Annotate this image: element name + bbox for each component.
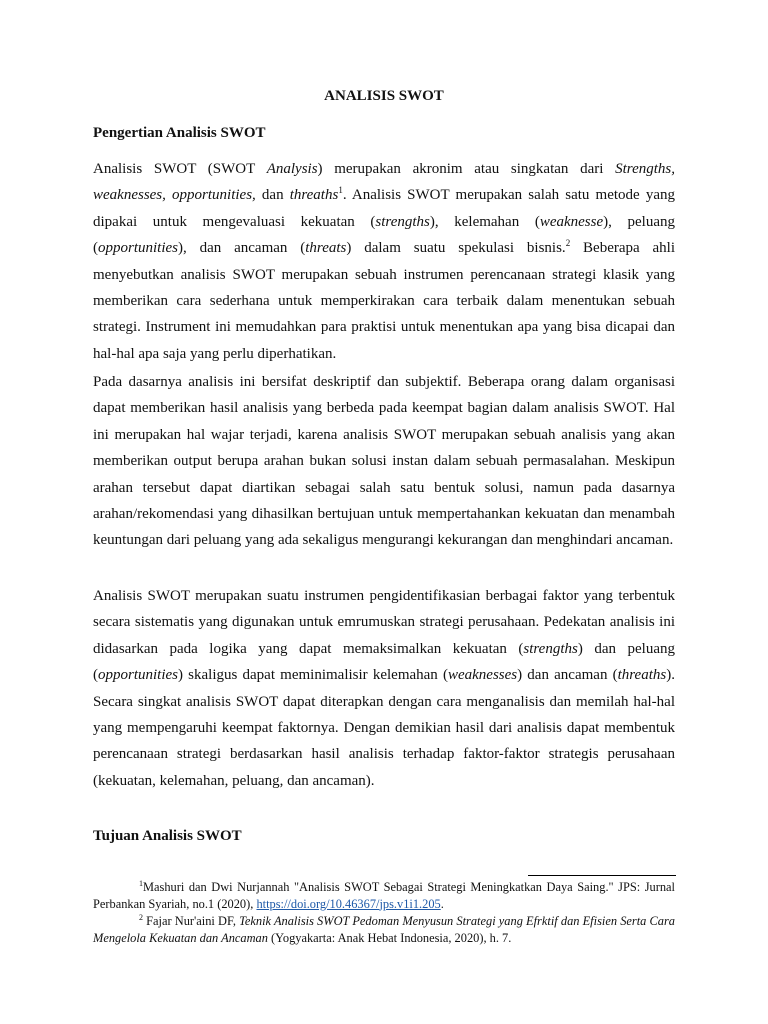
paragraph-3 [93, 583, 675, 794]
footnote-separator [528, 875, 676, 876]
italic-run: Strengths, weaknesses, opportunities, [93, 161, 675, 204]
text-run: (Yogyakarta: Anak Hebat Indonesia, 2020), h. 7. [267, 930, 512, 945]
document-title: ANALISIS SWOT [324, 88, 444, 104]
doi-link[interactable]: https://doi.org/10.46367/jps.v1i1.205 [256, 896, 441, 911]
italic-run: opportunities [98, 667, 179, 684]
text-run: ), kelemahan ( [429, 213, 540, 230]
text-run: ) dan peluang ( [93, 640, 675, 684]
text-run: ) merupakan akronim atau singkatan dari [317, 161, 616, 177]
italic-run: threaths [617, 667, 667, 684]
italic-run: strengths [523, 640, 578, 657]
text-run: ). Secara singkat analisis SWOT dapat diterapkan dengan cara menganalisis dan memilah hal-hal yang mempengaruhi keempat faktornya. Dengan demikian hasil dari analisis dapat membentuk perencanaan strategi berdasarkan hasil analisis terhadap faktor-faktor strategis perusahaan (kekuatan, kelemahan, peluang, dan ancaman). [93, 667, 675, 789]
text-run: ) dalam suatu spekulasi bisnis. [346, 240, 566, 257]
italic-run: threats [305, 240, 347, 257]
italic-run: threaths [289, 187, 339, 204]
text-run: ) skaligus dapat meminimalisir kelemahan ( [178, 667, 448, 684]
italic-run: strengths [375, 213, 430, 230]
footnote-ref: 2 [565, 238, 571, 249]
text-run: Beberapa ahli menyebutkan analisis SWOT merupakan sebuah instrumen perencanaan strategi klasik yang memberikan cara sederhana untuk memperkirakan cara terbaik dalam menentukan sebuah strategi. Instrument ini memudahkan para praktisi untuk menentukan apa yang bisa dicapai dan hal-hal apa saja yang perlu diperhatikan. [93, 240, 676, 362]
text-run: ), dan ancaman ( [178, 240, 306, 257]
italic-run: weaknesse [539, 213, 604, 230]
footnote-ref: 2 [139, 912, 143, 922]
italic-run: Teknik Analisis SWOT Pedoman Menyusun Strategi yang Efrktif dan Efisien Serta Cara Mengelola Kekuatan dan Ancaman [93, 914, 675, 945]
footnote-ref: 1 [139, 878, 143, 888]
text-run: Analisis SWOT merupakan suatu instrumen pengidentifikasian berbagai faktor yang terbentuk secara sistematis yang digunakan untuk emrumuskan strategi perusahaan. Pedekatan analisis ini didasarkan pada logika yang dapat memaksimalkan kekuatan ( [93, 588, 675, 657]
text-run: Analisis SWOT (SWOT [93, 161, 267, 177]
paragraph-2 [93, 369, 675, 554]
text-run: . [440, 896, 444, 911]
footnote-1 [93, 879, 675, 912]
text-run: ) dan ancaman ( [517, 667, 618, 684]
paragraph-1 [93, 156, 675, 367]
text-run: dan [255, 187, 290, 204]
footnote-2 [93, 913, 675, 946]
footnote-ref: 1 [338, 185, 343, 196]
text-run: Fajar Nur'aini DF, [143, 914, 240, 928]
section-heading-definition: Pengertian Analisis SWOT [93, 125, 266, 141]
footnotes [93, 879, 675, 947]
italic-run: opportunities [98, 240, 179, 257]
italic-run: weaknesses [447, 667, 518, 684]
text-run: ), peluang ( [93, 213, 675, 257]
section-heading-purpose: Tujuan Analisis SWOT [93, 828, 242, 844]
text-run: Pada dasarnya analisis ini bersifat deskriptif dan subjektif. Beberapa orang dalam organisasi dapat memberikan hasil analisis yang berbeda pada keempat bagian dalam analisis SWOT. Hal ini merupakan hal wajar terjadi, karena analisis SWOT merupakan sebuah analisis yang akan memberikan output berupa arahan bukan solusi instan dalam sebuah permasalahan. Meskipun arahan tersebut dapat diartikan sebagai salah satu bentuk solusi, namun pada dasarnya arahan/rekomendasi yang dihasilkan bertujuan untuk mempertahankan kekuatan dan menambah keuntungan dari peluang yang ada sekaligus mengurangi kekurangan dan menghindari ancaman. [93, 374, 675, 549]
italic-run: Analysis [266, 161, 318, 177]
text-run: Mashuri dan Dwi Nurjannah "Analisis SWOT Sebagai Strategi Meningkatkan Daya Saing." JPS: Jurnal Perbankan Syariah, no.1 (2020), [93, 880, 675, 911]
text-run: . Analisis SWOT merupakan salah satu metode yang dipakai untuk mengevaluasi kekuatan ( [93, 187, 675, 230]
